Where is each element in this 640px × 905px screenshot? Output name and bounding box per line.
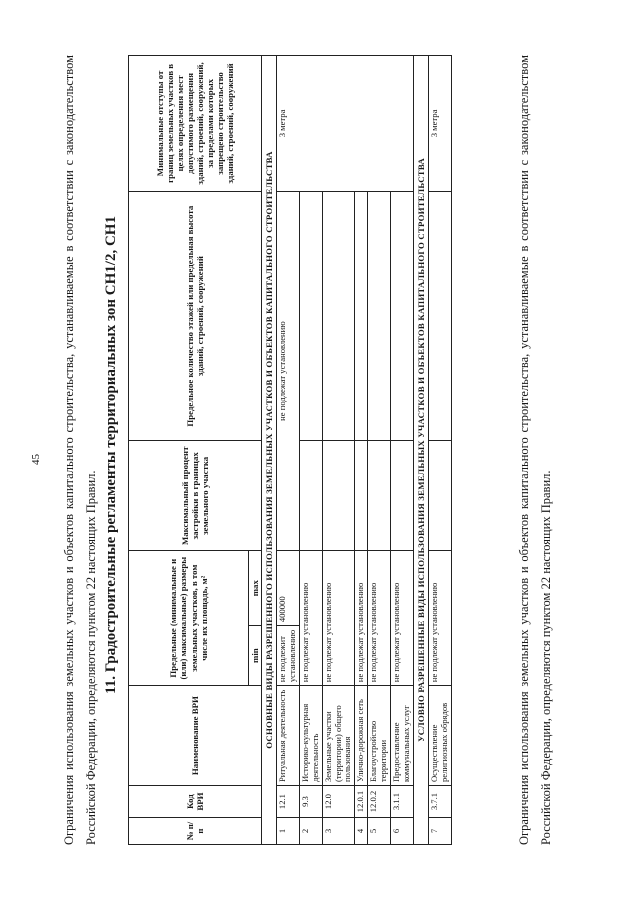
cell-num: 1 (277, 818, 300, 845)
section-row-conditional (413, 56, 428, 845)
cell-size: не подлежат установлению (368, 551, 391, 686)
cell-size: не подлежат установлению (322, 551, 355, 686)
header-percent: Максимальный процент застройки в границах земельного участка (129, 441, 262, 551)
cell-code: 12.0.1 (355, 786, 368, 818)
cell-empty (368, 191, 391, 441)
cell-empty (390, 191, 413, 441)
page-number: 45 (30, 454, 42, 465)
cell-empty (322, 441, 355, 551)
cell-num: 5 (368, 818, 391, 845)
cell-min: не подлежит установлению (277, 626, 300, 686)
cell-name: Историко-культурная деятельность (299, 686, 322, 786)
cell-setback: 3 метра (277, 56, 414, 192)
cell-code: 9.3 (299, 786, 322, 818)
cell-code: 3.1.1 (390, 786, 413, 818)
header-name: Наименование ВРИ (129, 686, 262, 786)
cell-size: не подлежат установлению (299, 551, 322, 686)
cell-percent-floors: не подлежат установлению (277, 191, 300, 550)
section-row-main (262, 56, 277, 845)
cell-code: 12.0 (322, 786, 355, 818)
cell-empty (428, 441, 451, 551)
cell-size: не подлежат установлению (390, 551, 413, 686)
section-main-label: ОСНОВНЫЕ ВИДЫ РАЗРЕШЕННОГО ИСПОЛЬЗОВАНИЯ ЗЕМЕЛЬНЫХ УЧАСТКОВ И ОБЪЕКТОВ КАПИТАЛЬНОГО СТРОИТЕЛЬСТВА (262, 56, 277, 845)
section-conditional-label: УСЛОВНО РАЗРЕШЕННЫЕ ВИДЫ ИСПОЛЬЗОВАНИЯ ЗЕМЕЛЬНЫХ УЧАСТКОВ И ОБЪЕКТОВ КАПИТАЛЬНОГО СТРОИТЕЛЬСТВА (413, 56, 428, 845)
cell-size: не подлежат установлению (428, 551, 451, 686)
header-size-group: Предельные (минимальные и (или) максимальные) размеры земельных участков, в том числе их площадь, м² (129, 551, 249, 686)
cell-max: 400000 (277, 551, 300, 626)
cell-setback: 3 метра (428, 56, 451, 192)
cell-empty (322, 191, 355, 441)
cell-empty (299, 441, 322, 551)
cell-empty (428, 191, 451, 441)
cell-empty (390, 441, 413, 551)
header-code: Код ВРИ (129, 786, 262, 818)
paragraph-restrictions-top: Ограничения использования земельных участков и объектов капитального строительства, устанавливаемые в соответствии с законодательством Российской Федерации, определяются пунктом 22 настоящих Правил. (62, 55, 98, 845)
header-floors: Предельное количество этажей или предельная высота зданий, строений, сооружений (129, 191, 262, 441)
cell-num: 3 (322, 818, 355, 845)
cell-code: 12.0.2 (368, 786, 391, 818)
table-header-row (129, 56, 249, 845)
header-num: № п/п (129, 818, 262, 845)
cell-num: 4 (355, 818, 368, 845)
cell-name: Ритуальная деятельность (277, 686, 300, 786)
cell-num: 2 (299, 818, 322, 845)
section-heading: 11. Градостроительные регламенты территориальных зон СН1/2, СН1 (103, 216, 119, 694)
header-setback: Минимальные отступы от границ земельных участков в целях определения мест допустимого размещения зданий, строений, сооружений, за пределами которых запрещено строительство зданий, строений, сооружений (129, 56, 262, 192)
cell-empty (299, 191, 322, 441)
cell-code: 12.1 (277, 786, 300, 818)
cell-name: Земельные участки (территории) общего пользования (322, 686, 355, 786)
cell-empty (355, 441, 368, 551)
table-row (428, 56, 451, 845)
cell-code: 3.7.1 (428, 786, 451, 818)
cell-size: не подлежат установлению (355, 551, 368, 686)
cell-name: Улично-дорожная сеть (355, 686, 368, 786)
header-max: max (249, 551, 262, 626)
table-row (277, 56, 300, 845)
header-min: min (249, 626, 262, 686)
cell-name: Осуществление религиозных обрядов (428, 686, 451, 786)
regulations-table (128, 55, 452, 845)
cell-name: Благоустройство территории (368, 686, 391, 786)
cell-empty (368, 441, 391, 551)
cell-empty (355, 191, 368, 441)
cell-num: 7 (428, 818, 451, 845)
paragraph-restrictions-bottom: Ограничения использования земельных участков и объектов капитального строительства, устанавливаемые в соответствии с законодательством Российской Федерации, определяются пунктом 22 настоящих Правил. (517, 55, 553, 845)
cell-num: 6 (390, 818, 413, 845)
cell-name: Предоставление коммунальных услуг (390, 686, 413, 786)
